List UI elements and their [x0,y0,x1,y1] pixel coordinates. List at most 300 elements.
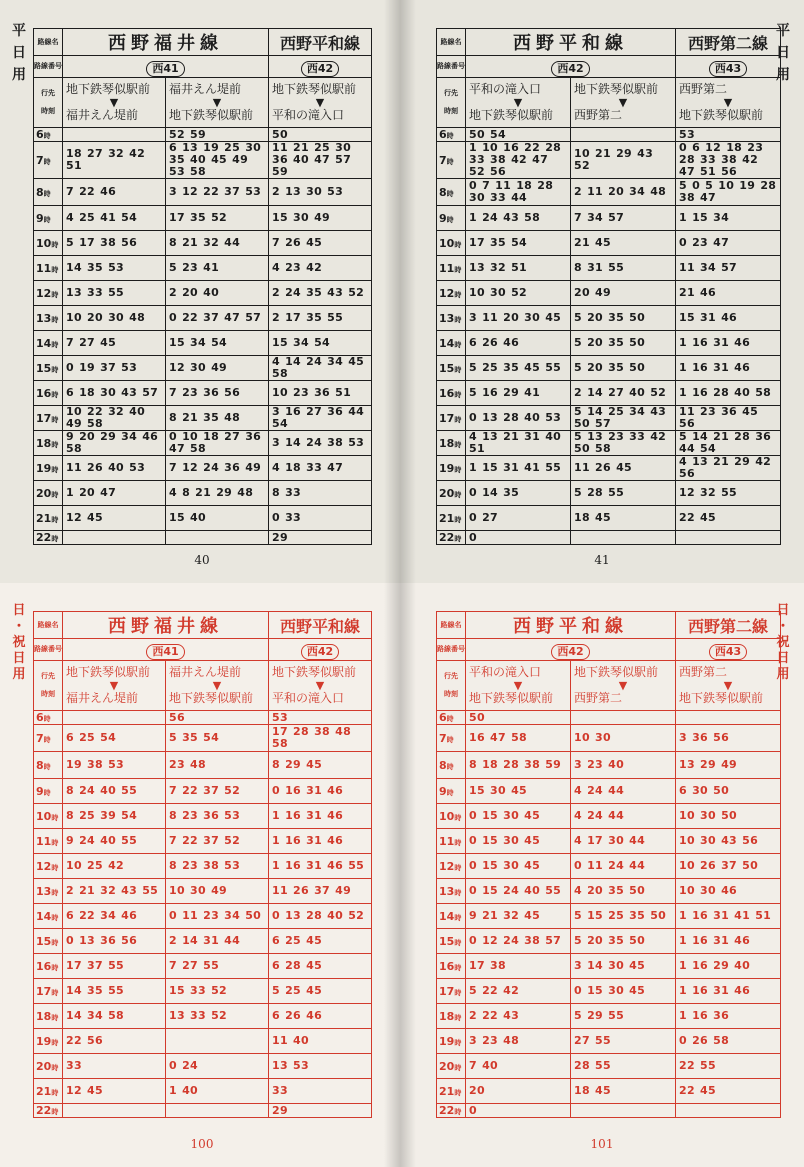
hour-cell [34,531,63,545]
destination-stop: 地下鉄琴似駅前 [169,691,254,705]
hour-row [437,779,781,804]
hour-number: 14 [36,909,52,923]
departure-minutes: 6 25 54 [63,725,166,752]
page-101-holiday [400,583,804,1167]
departure-minutes: 1 15 34 [676,206,781,231]
hour-row [34,506,372,531]
departure-minutes: 5 14 21 28 36 44 54 [676,431,781,456]
destination-stop: 平和の滝入口 [272,691,345,705]
departure-minutes: 1 16 31 46 55 [269,854,372,879]
down-arrow-icon: ▼ [618,679,628,692]
origin-stop: 西野第二 [679,665,728,679]
hour-number: 9 [36,784,44,798]
departure-minutes: 0 24 [166,1054,269,1079]
departure-minutes [166,1104,269,1118]
hour-row [34,904,372,929]
hour-row [437,331,781,356]
departure-minutes: 10 30 49 [166,879,269,904]
side-label-service-type [10,603,28,683]
hour-number: 20 [439,486,455,500]
departure-minutes: 2 22 43 [466,1004,571,1029]
departure-minutes: 0 13 28 40 53 [466,406,571,431]
hour-row [437,752,781,779]
departure-minutes: 0 15 24 40 55 [466,879,571,904]
hour-suffix: 時 [454,913,462,922]
book-spine-shadow [400,0,416,583]
hour-number: 15 [36,934,52,948]
hour-number: 11 [439,834,455,848]
hour-suffix: 時 [454,863,462,872]
departure-minutes: 13 33 55 [63,281,166,306]
route-badge: 西42 [301,644,339,660]
departure-minutes: 5 20 35 50 [571,356,676,381]
hour-suffix: 時 [51,1038,59,1047]
hour-row [437,879,781,904]
hour-number: 9 [439,784,447,798]
hour-suffix: 時 [454,1108,462,1116]
page-41-weekday [400,0,804,583]
hour-number: 17 [36,411,52,425]
hour-suffix: 時 [51,465,59,474]
departure-minutes: 1 16 28 40 58 [676,381,781,406]
side-label-char: 平 [12,23,26,39]
departure-minutes: 2 24 35 43 52 [269,281,372,306]
departure-minutes: 8 31 55 [571,256,676,281]
departure-minutes: 8 21 35 48 [166,406,269,431]
hour-suffix: 時 [454,813,462,822]
departure-minutes: 9 21 32 45 [466,904,571,929]
hour-suffix: 時 [446,715,454,723]
hour-number: 7 [36,731,44,745]
departure-minutes: 5 15 25 35 50 [571,904,676,929]
hour-cell [34,206,63,231]
destination-stop: 西野第二 [574,108,623,122]
departure-minutes: 0 33 [269,506,372,531]
hour-suffix: 時 [454,988,462,997]
destination-label: 行先 [444,672,458,680]
hour-suffix: 時 [446,189,454,198]
hour-number: 14 [439,336,455,350]
hour-cell [437,804,466,829]
hour-row [437,128,781,142]
hour-cell [437,854,466,879]
departure-minutes: 17 37 55 [63,954,166,979]
departure-minutes: 5 20 35 50 [571,306,676,331]
departure-minutes: 18 27 32 42 51 [63,142,166,179]
hour-row [437,725,781,752]
departure-minutes: 2 11 20 34 48 [571,179,676,206]
route-number-cell [466,639,676,661]
departure-minutes: 11 23 36 45 56 [676,406,781,431]
hour-row [437,531,781,545]
departure-minutes: 13 29 49 [676,752,781,779]
hour-number: 12 [36,859,52,873]
hour-number: 13 [439,884,455,898]
hour-suffix: 時 [446,157,454,166]
hour-row [34,281,372,306]
departure-minutes: 7 26 45 [269,231,372,256]
departure-minutes: 6 28 45 [269,954,372,979]
origin-stop: 地下鉄琴似駅前 [66,82,151,96]
destination-label: 行先 [444,89,458,97]
hour-row [437,506,781,531]
down-arrow-icon: ▼ [212,679,222,692]
departure-minutes: 0 [466,1104,571,1118]
departure-minutes: 9 24 40 55 [63,829,166,854]
destination-cell [676,78,781,128]
hour-number: 20 [36,1059,52,1073]
departure-minutes: 9 20 29 34 46 58 [63,431,166,456]
hour-row [437,179,781,206]
departure-minutes: 11 26 40 53 [63,456,166,481]
route-name-label: 路線名 [34,612,63,639]
hour-number: 11 [36,261,52,275]
departure-minutes: 10 25 42 [63,854,166,879]
departure-minutes: 12 45 [63,506,166,531]
hour-row [437,829,781,854]
departure-minutes: 2 14 31 44 [166,929,269,954]
departure-minutes: 10 30 43 56 [676,829,781,854]
departure-minutes: 4 13 21 29 42 56 [676,456,781,481]
hour-row [34,431,372,456]
departure-minutes: 10 23 36 51 [269,381,372,406]
departure-minutes: 2 20 40 [166,281,269,306]
hour-suffix: 時 [51,1013,59,1022]
page-number: 100 [190,1137,214,1151]
line-header-name: 西野第二線 [676,612,781,639]
hour-number: 20 [439,1059,455,1073]
hour-number: 17 [36,984,52,998]
hour-cell [34,711,63,725]
side-label-char: 用 [776,67,790,83]
departure-minutes: 10 30 46 [676,879,781,904]
down-arrow-icon: ▼ [109,679,119,692]
hour-row [437,711,781,725]
departure-minutes: 1 16 31 46 [269,829,372,854]
hour-row [34,1054,372,1079]
hour-row [34,256,372,281]
hour-cell [34,231,63,256]
hour-row [34,854,372,879]
departure-minutes: 0 7 11 18 28 30 33 44 [466,179,571,206]
route-number-cell [676,56,781,78]
departure-minutes: 0 27 [466,506,571,531]
departure-minutes: 5 20 35 50 [571,929,676,954]
hour-suffix: 時 [454,1013,462,1022]
departure-minutes: 10 20 30 48 [63,306,166,331]
departure-minutes: 8 21 32 44 [166,231,269,256]
page-number: 40 [194,553,210,567]
hour-number: 18 [439,1009,455,1023]
timetable [436,611,781,1118]
book-spine-shadow [384,0,400,583]
route-badge: 西41 [146,61,184,77]
departure-minutes: 0 19 37 53 [63,356,166,381]
hour-suffix: 時 [446,762,454,771]
hour-suffix: 時 [454,315,462,324]
route-number-label: 路線番号 [437,56,466,78]
departure-minutes: 6 26 46 [466,331,571,356]
hour-cell [34,406,63,431]
hour-number: 19 [36,1034,52,1048]
hour-cell [34,281,63,306]
departure-minutes: 4 17 30 44 [571,829,676,854]
hour-cell [437,725,466,752]
hour-cell [34,929,63,954]
hour-row [437,406,781,431]
departure-minutes [676,531,781,545]
hour-suffix: 時 [454,1088,462,1097]
book-spine-shadow [384,583,400,1167]
departure-minutes: 8 23 38 53 [166,854,269,879]
hour-cell [437,506,466,531]
hour-number: 18 [439,436,455,450]
departure-minutes: 7 40 [466,1054,571,1079]
departure-minutes: 3 11 20 30 45 [466,306,571,331]
departure-minutes: 0 13 28 40 52 [269,904,372,929]
departure-minutes: 3 23 40 [571,752,676,779]
route-badge: 西42 [551,61,589,77]
departure-minutes: 4 18 33 47 [269,456,372,481]
side-label-char: ・ [12,619,26,634]
hour-row [34,481,372,506]
hour-cell [437,1079,466,1104]
hour-suffix: 時 [454,465,462,474]
hour-number: 22 [36,531,52,544]
departure-minutes: 0 14 35 [466,481,571,506]
hour-cell [34,779,63,804]
hour-suffix: 時 [51,813,59,822]
departure-minutes [571,711,676,725]
hour-cell [437,829,466,854]
departure-minutes: 0 11 24 44 [571,854,676,879]
hour-suffix: 時 [51,838,59,847]
timetable [33,611,372,1118]
page-40-weekday [0,0,400,583]
departure-minutes: 6 25 45 [269,929,372,954]
departure-minutes [63,531,166,545]
departure-minutes: 29 [269,1104,372,1118]
hour-cell [437,406,466,431]
departure-minutes: 5 23 41 [166,256,269,281]
departure-minutes: 8 25 39 54 [63,804,166,829]
route-name-label: 路線名 [437,612,466,639]
route-number-cell [63,56,269,78]
departure-minutes: 8 24 40 55 [63,779,166,804]
departure-minutes: 17 38 [466,954,571,979]
departure-minutes: 17 35 52 [166,206,269,231]
hour-row [34,206,372,231]
hour-cell [437,456,466,481]
hour-number: 21 [36,511,52,525]
departure-minutes: 20 49 [571,281,676,306]
departure-minutes: 5 16 29 41 [466,381,571,406]
side-label-service-type [10,20,28,86]
hour-row [34,456,372,481]
hour-cell [34,752,63,779]
departure-minutes: 0 15 30 45 [466,804,571,829]
down-arrow-icon: ▼ [618,96,628,109]
departure-minutes: 6 26 46 [269,1004,372,1029]
hour-number: 10 [36,236,52,250]
hour-row [437,904,781,929]
departure-minutes: 17 28 38 48 58 [269,725,372,752]
hour-cell [34,179,63,206]
line-header-name: 西野平和線 [269,29,372,56]
departure-minutes: 6 30 50 [676,779,781,804]
origin-stop: 地下鉄琴似駅前 [272,82,357,96]
hour-number: 13 [36,884,52,898]
hour-cell [34,256,63,281]
hour-number: 21 [36,1084,52,1098]
hour-cell [34,481,63,506]
side-label-char: 日 [776,651,790,666]
destination-time-label [34,661,63,711]
departure-minutes: 5 17 38 56 [63,231,166,256]
origin-stop: 平和の滝入口 [469,665,542,679]
hour-number: 21 [439,511,455,525]
down-arrow-icon: ▼ [723,96,733,109]
hour-number: 15 [439,361,455,375]
hour-number: 22 [439,1104,455,1117]
departure-minutes: 7 23 36 56 [166,381,269,406]
hour-row [34,331,372,356]
hour-cell [437,381,466,406]
hour-number: 16 [439,959,455,973]
hour-number: 12 [439,859,455,873]
hour-number: 13 [439,311,455,325]
departure-minutes [676,1104,781,1118]
departure-minutes: 18 45 [571,506,676,531]
hour-suffix: 時 [43,715,51,723]
hour-number: 15 [439,934,455,948]
origin-stop: 地下鉄琴似駅前 [574,82,659,96]
origin-stop: 地下鉄琴似駅前 [574,665,659,679]
hour-cell [437,481,466,506]
hour-number: 8 [36,758,44,772]
departure-minutes: 1 16 36 [676,1004,781,1029]
departure-minutes: 8 29 45 [269,752,372,779]
hour-suffix: 時 [454,963,462,972]
departure-minutes: 0 22 37 47 57 [166,306,269,331]
destination-label: 行先 [41,89,55,97]
destination-label: 行先 [41,672,55,680]
hour-cell [34,331,63,356]
hour-suffix: 時 [43,215,51,224]
hour-suffix: 時 [51,963,59,972]
hour-cell [34,1004,63,1029]
departure-minutes: 4 14 24 34 45 58 [269,356,372,381]
hour-suffix: 時 [51,440,59,449]
hour-number: 9 [36,211,44,225]
down-arrow-icon: ▼ [723,679,733,692]
destination-cell [466,78,571,128]
page-100-holiday [0,583,400,1167]
departure-minutes: 0 12 24 38 57 [466,929,571,954]
hour-suffix: 時 [51,240,59,249]
hour-cell [437,231,466,256]
departure-minutes: 7 22 46 [63,179,166,206]
line-header-name: 西野平和線 [466,29,676,56]
hour-suffix: 時 [43,157,51,166]
route-number-cell [466,56,676,78]
hour-row [437,206,781,231]
hour-row [437,1104,781,1118]
hour-suffix: 時 [51,490,59,499]
hour-cell [437,779,466,804]
hour-cell [34,1054,63,1079]
line-header-name: 西野第二線 [676,29,781,56]
side-label-char: 日 [12,651,26,666]
hour-suffix: 時 [51,365,59,374]
departure-minutes: 22 45 [676,1079,781,1104]
hour-row [34,829,372,854]
hour-row [437,1004,781,1029]
route-name-label: 路線名 [437,29,466,56]
hour-number: 12 [439,286,455,300]
hour-cell [34,306,63,331]
departure-minutes: 27 55 [571,1029,676,1054]
departure-minutes [676,711,781,725]
time-label: 時刻 [444,690,458,698]
hour-cell [437,929,466,954]
departure-minutes: 13 33 52 [166,1004,269,1029]
hour-row [437,481,781,506]
departure-minutes: 5 20 35 50 [571,331,676,356]
hour-row [34,142,372,179]
hour-number: 16 [36,959,52,973]
hour-number: 6 [439,128,447,141]
departure-minutes: 14 34 58 [63,1004,166,1029]
line-header-name: 西野平和線 [466,612,676,639]
hour-number: 14 [439,909,455,923]
departure-minutes: 29 [269,531,372,545]
origin-stop: 福井えん堤前 [169,665,242,679]
departure-minutes: 5 22 42 [466,979,571,1004]
departure-minutes: 12 30 49 [166,356,269,381]
departure-minutes: 4 24 44 [571,779,676,804]
hour-suffix: 時 [454,938,462,947]
departure-minutes: 7 34 57 [571,206,676,231]
hour-row [437,854,781,879]
hour-number: 9 [439,211,447,225]
page-number: 101 [590,1137,614,1151]
hour-number: 15 [36,361,52,375]
departure-minutes: 3 16 27 36 44 54 [269,406,372,431]
hour-row [34,231,372,256]
hour-suffix: 時 [43,735,51,744]
hour-number: 13 [36,311,52,325]
route-badge: 西42 [551,644,589,660]
hour-suffix: 時 [43,189,51,198]
hour-cell [34,979,63,1004]
hour-row [437,231,781,256]
hour-cell [437,431,466,456]
hour-row [437,979,781,1004]
hour-row [34,179,372,206]
hour-number: 6 [439,711,447,724]
hour-row [34,306,372,331]
hour-number: 12 [36,286,52,300]
destination-stop: 西野第二 [574,691,623,705]
route-number-cell [676,639,781,661]
hour-row [34,711,372,725]
hour-row [34,406,372,431]
departure-minutes: 18 45 [571,1079,676,1104]
hour-cell [34,879,63,904]
hour-cell [34,356,63,381]
hour-number: 16 [36,386,52,400]
